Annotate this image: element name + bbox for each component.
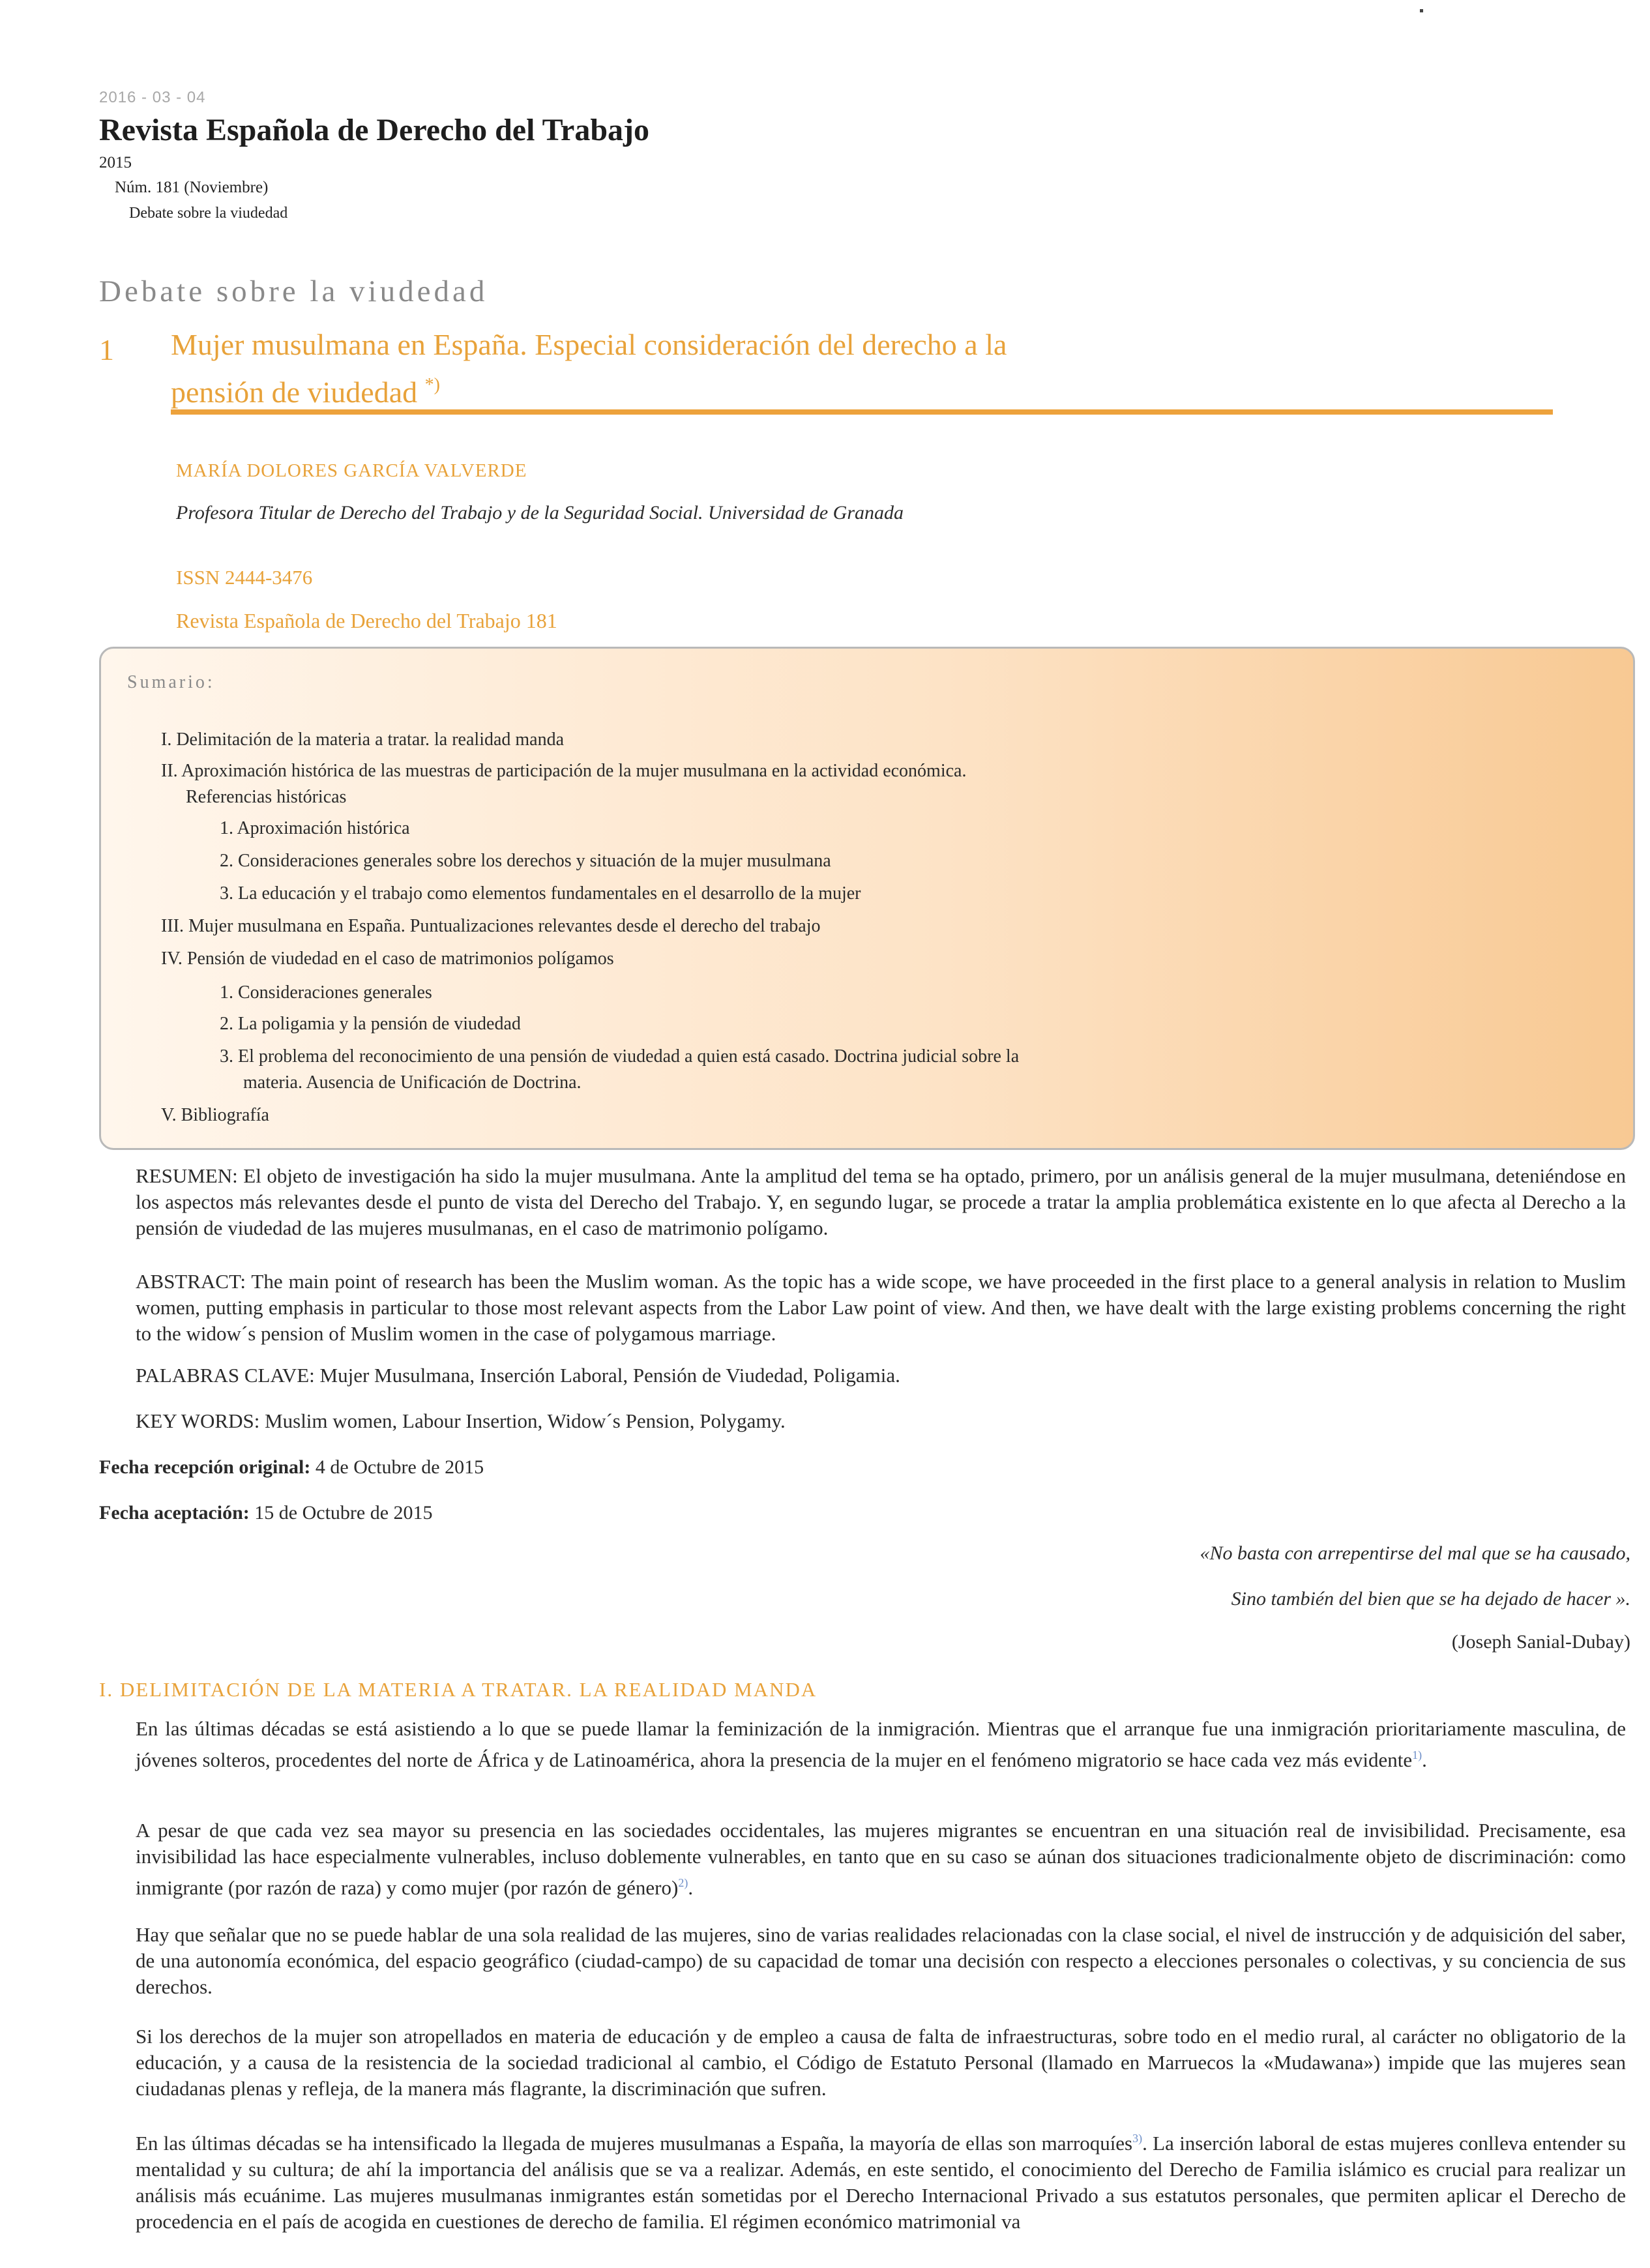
accepted-label: Fecha aceptación: (99, 1502, 250, 1524)
summary-label: Sumario: (127, 672, 215, 692)
abstract: ABSTRACT: The main point of research has been the Muslim woman. As the topic has a wide scope, we have proceeded in the first place to a general analysis in relation to Muslim women, putting emphasis in particular to those most relevant aspects from the Labor Law point of view. And then, we have dealt with the large existing problems concerning the right to the widow´s pension of Muslim women in the case of polygamous marriage. (136, 1270, 1626, 1345)
header-date: 2016 - 03 - 04 (99, 89, 206, 106)
article-title (171, 325, 1279, 413)
toc-item-continuation[interactable]: Referencias históricas (186, 787, 347, 807)
section-1-paragraph: En las últimas décadas se está asistiendo a lo que se puede llamar la feminización de la inmigración. Mientras que el arranque fue una inmigración prioritariamente masculina, de jóvenes solteros, procedentes del norte de África y de Latinoamérica, ahora la presencia de la mujer en el fenómeno migratorio se hace cada vez más evidente$^{1)}$. (136, 1717, 1626, 1771)
author-affiliation: Profesora Titular de Derecho del Trabajo y de la Seguridad Social. Universidad de Granada (176, 502, 904, 523)
paragraph-text: En las últimas décadas se ha intensificado la llegada de mujeres musulmanas a España, la mayoría de ellas son marroquíes (136, 2132, 1133, 2155)
epigraph-author: (Joseph Sanial-Dubay) (1451, 1631, 1630, 1653)
toc-subitem-continuation[interactable]: materia. Ausencia de Unificación de Doctrina. (243, 1072, 582, 1093)
journal-reference: Revista Española de Derecho del Trabajo 181 (176, 609, 557, 632)
toc-item[interactable]: I. Delimitación de la materia a tratar. la realidad manda (161, 729, 565, 750)
paragraph-text: . La inserción laboral de estas mujeres conlleva entender su mentalidad y su cultura; de ahí la importancia del análisis que se va a realizar. Además, en este sentido, el conocimiento del Derecho de Familia islámico es crucial para realizar un análisis más ecuánime. Las mujeres musulmanas inmigrantes están sometidas por el Derecho Internacional Privado a sus estatutos personales, que permiten aplicar el Derecho de procedencia en el país de acogida en cuestiones de derecho de familia. El régimen económico matrimonial va (136, 2132, 1626, 2233)
toc-subitem[interactable]: 2. La poligamia y la pensión de viudedad (220, 1014, 521, 1034)
journal-title: Revista Española de Derecho del Trabajo (99, 113, 650, 147)
toc-subitem[interactable]: 3. El problema del reconocimiento de una pensión de viudedad a quien está casado. Doctrina judicial sobre la (220, 1046, 1020, 1067)
accepted-date (99, 1502, 433, 1524)
article-title-line1: Mujer musulmana en España. Especial consideración del derecho a la (171, 328, 1007, 361)
section-heading: Debate sobre la viudedad (99, 274, 488, 308)
section-1-paragraph: Si los derechos de la mujer son atropellados en materia de educación y de empleo a causa de falta de infraestructuras, sobre todo en el medio rural, al carácter no obligatorio de la educación, y a causa de la resistencia de la sociedad tradicional al cambio, el Código de Estatuto Personal (llamado en Marruecos la «Mudawana») impide que las mujeres sean ciudadanas plenas y refleja, de la manera más flagrante, la discriminación que sufren. (136, 2025, 1626, 2100)
author-name: MARÍA DOLORES GARCÍA VALVERDE (176, 460, 527, 481)
section-1-paragraph: Hay que señalar que no se puede hablar de una sola realidad de las mujeres, sino de varias realidades relacionadas con la clase social, el nivel de instrucción y de adquisición del saber, de una autonomía económica, del espacio geográfico (ciudad-campo) de su capacidad de tomar una decisión con respecto a elecciones personales o colectivas, y su conciencia de sus derechos. (136, 1923, 1626, 1998)
received-label: Fecha recepción original: (99, 1456, 311, 1478)
journal-section: Debate sobre la viudedad (129, 205, 288, 222)
epigraph-line2: Sino también del bien que se ha dejado de hacer ». (1231, 1588, 1630, 1610)
title-divider (171, 409, 1553, 415)
issn: ISSN 2444-3476 (176, 566, 313, 589)
palabras-clave: PALABRAS CLAVE: Mujer Musulmana, Inserción Laboral, Pensión de Viudedad, Poligamia. (136, 1364, 900, 1387)
toc-item[interactable]: IV. Pensión de viudedad en el caso de matrimonios polígamos (161, 949, 614, 969)
footnote-ref[interactable]: 1) (1412, 1748, 1422, 1761)
toc-item[interactable]: II. Aproximación histórica de las muestras de participación de la mujer musulmana en la actividad económica. (161, 761, 967, 781)
resumen: RESUMEN: El objeto de investigación ha sido la mujer musulmana. Ante la amplitud del tema se ha optado, primero, por un análisis general de la mujer musulmana, deteniéndose en los aspectos más relevantes desde el punto de vista del Derecho del Trabajo. Y, en segundo lugar, se procede a tratar la amplia problemática existente en lo que afecta al Derecho a la pensión de viudedad de las mujeres musulmanas, en el caso de matrimonio polígamo. (136, 1164, 1626, 1239)
section-1-heading: I. DELIMITACIÓN DE LA MATERIA A TRATAR. LA REALIDAD MANDA (99, 1678, 818, 1701)
toc-item[interactable]: III. Mujer musulmana en España. Puntualizaciones relevantes desde el derecho del trabajo (161, 916, 821, 936)
received-value: 4 de Octubre de 2015 (310, 1456, 484, 1478)
section-1-paragraph (136, 2125, 1626, 2235)
title-footnote-mark: *) (424, 375, 440, 395)
received-date (99, 1456, 484, 1479)
toc-subitem[interactable]: 2. Consideraciones generales sobre los derechos y situación de la mujer musulmana (220, 851, 831, 871)
journal-year: 2015 (99, 154, 132, 171)
toc-item[interactable]: V. Bibliografía (161, 1105, 269, 1125)
toc-subitem[interactable]: 1. Consideraciones generales (220, 982, 432, 1003)
scan-speck (1420, 9, 1423, 12)
paragraph-text: A pesar de que cada vez sea mayor su presencia en las sociedades occidentales, las mujeres migrantes se encuentran en una situación real de invisibilidad. Precisamente, esa invisibilidad las hace especialmente vulnerables, incluso doblemente vulnerables, en tanto que en su caso se aúnan dos situaciones tradicionalmente objeto de discriminación: como inmigrante (por razón de raza) y como mujer (por razón de género) (136, 1819, 1626, 1899)
article-title-line2-text: pensión de viudedad (171, 376, 418, 409)
summary-box (99, 647, 1635, 1150)
article-title-line2 (171, 365, 1279, 413)
epigraph-line1: «No basta con arrepentirse del mal que se ha causado, (1200, 1542, 1630, 1564)
toc-subitem[interactable]: 1. Aproximación histórica (220, 818, 410, 838)
paragraph-text: En las últimas décadas se está asistiendo a lo que se puede llamar la feminización de la inmigración. Mientras que el arranque fue una inmigración prioritariamente masculina, de jóvenes solteros, procedentes del norte de África y de Latinoamérica, ahora la presencia de la mujer en el fenómeno migratorio se hace cada vez más evidente (136, 1717, 1626, 1771)
footnote-ref[interactable]: 3) (1132, 2132, 1143, 2145)
key-words: KEY WORDS: Muslim women, Labour Insertion, Widow´s Pension, Polygamy. (136, 1409, 786, 1432)
journal-issue: Núm. 181 (Noviembre) (115, 179, 269, 196)
article-number: 1 (99, 333, 114, 366)
footnote-ref[interactable]: 2) (678, 1876, 688, 1889)
section-1-paragraph: A pesar de que cada vez sea mayor su presencia en las sociedades occidentales, las mujeres migrantes se encuentran en una situación real de invisibilidad. Precisamente, esa invisibilidad las hace especialmente vulnerables, incluso doblemente vulnerables, en tanto que en su caso se aúnan dos situaciones tradicionalmente objeto de discriminación: como inmigrante (por razón de raza) y como mujer (por razón de género)$^{2)}$. (136, 1819, 1626, 1899)
accepted-value: 15 de Octubre de 2015 (249, 1502, 433, 1524)
toc-subitem[interactable]: 3. La educación y el trabajo como elementos fundamentales en el desarrollo de la mujer (220, 883, 861, 904)
